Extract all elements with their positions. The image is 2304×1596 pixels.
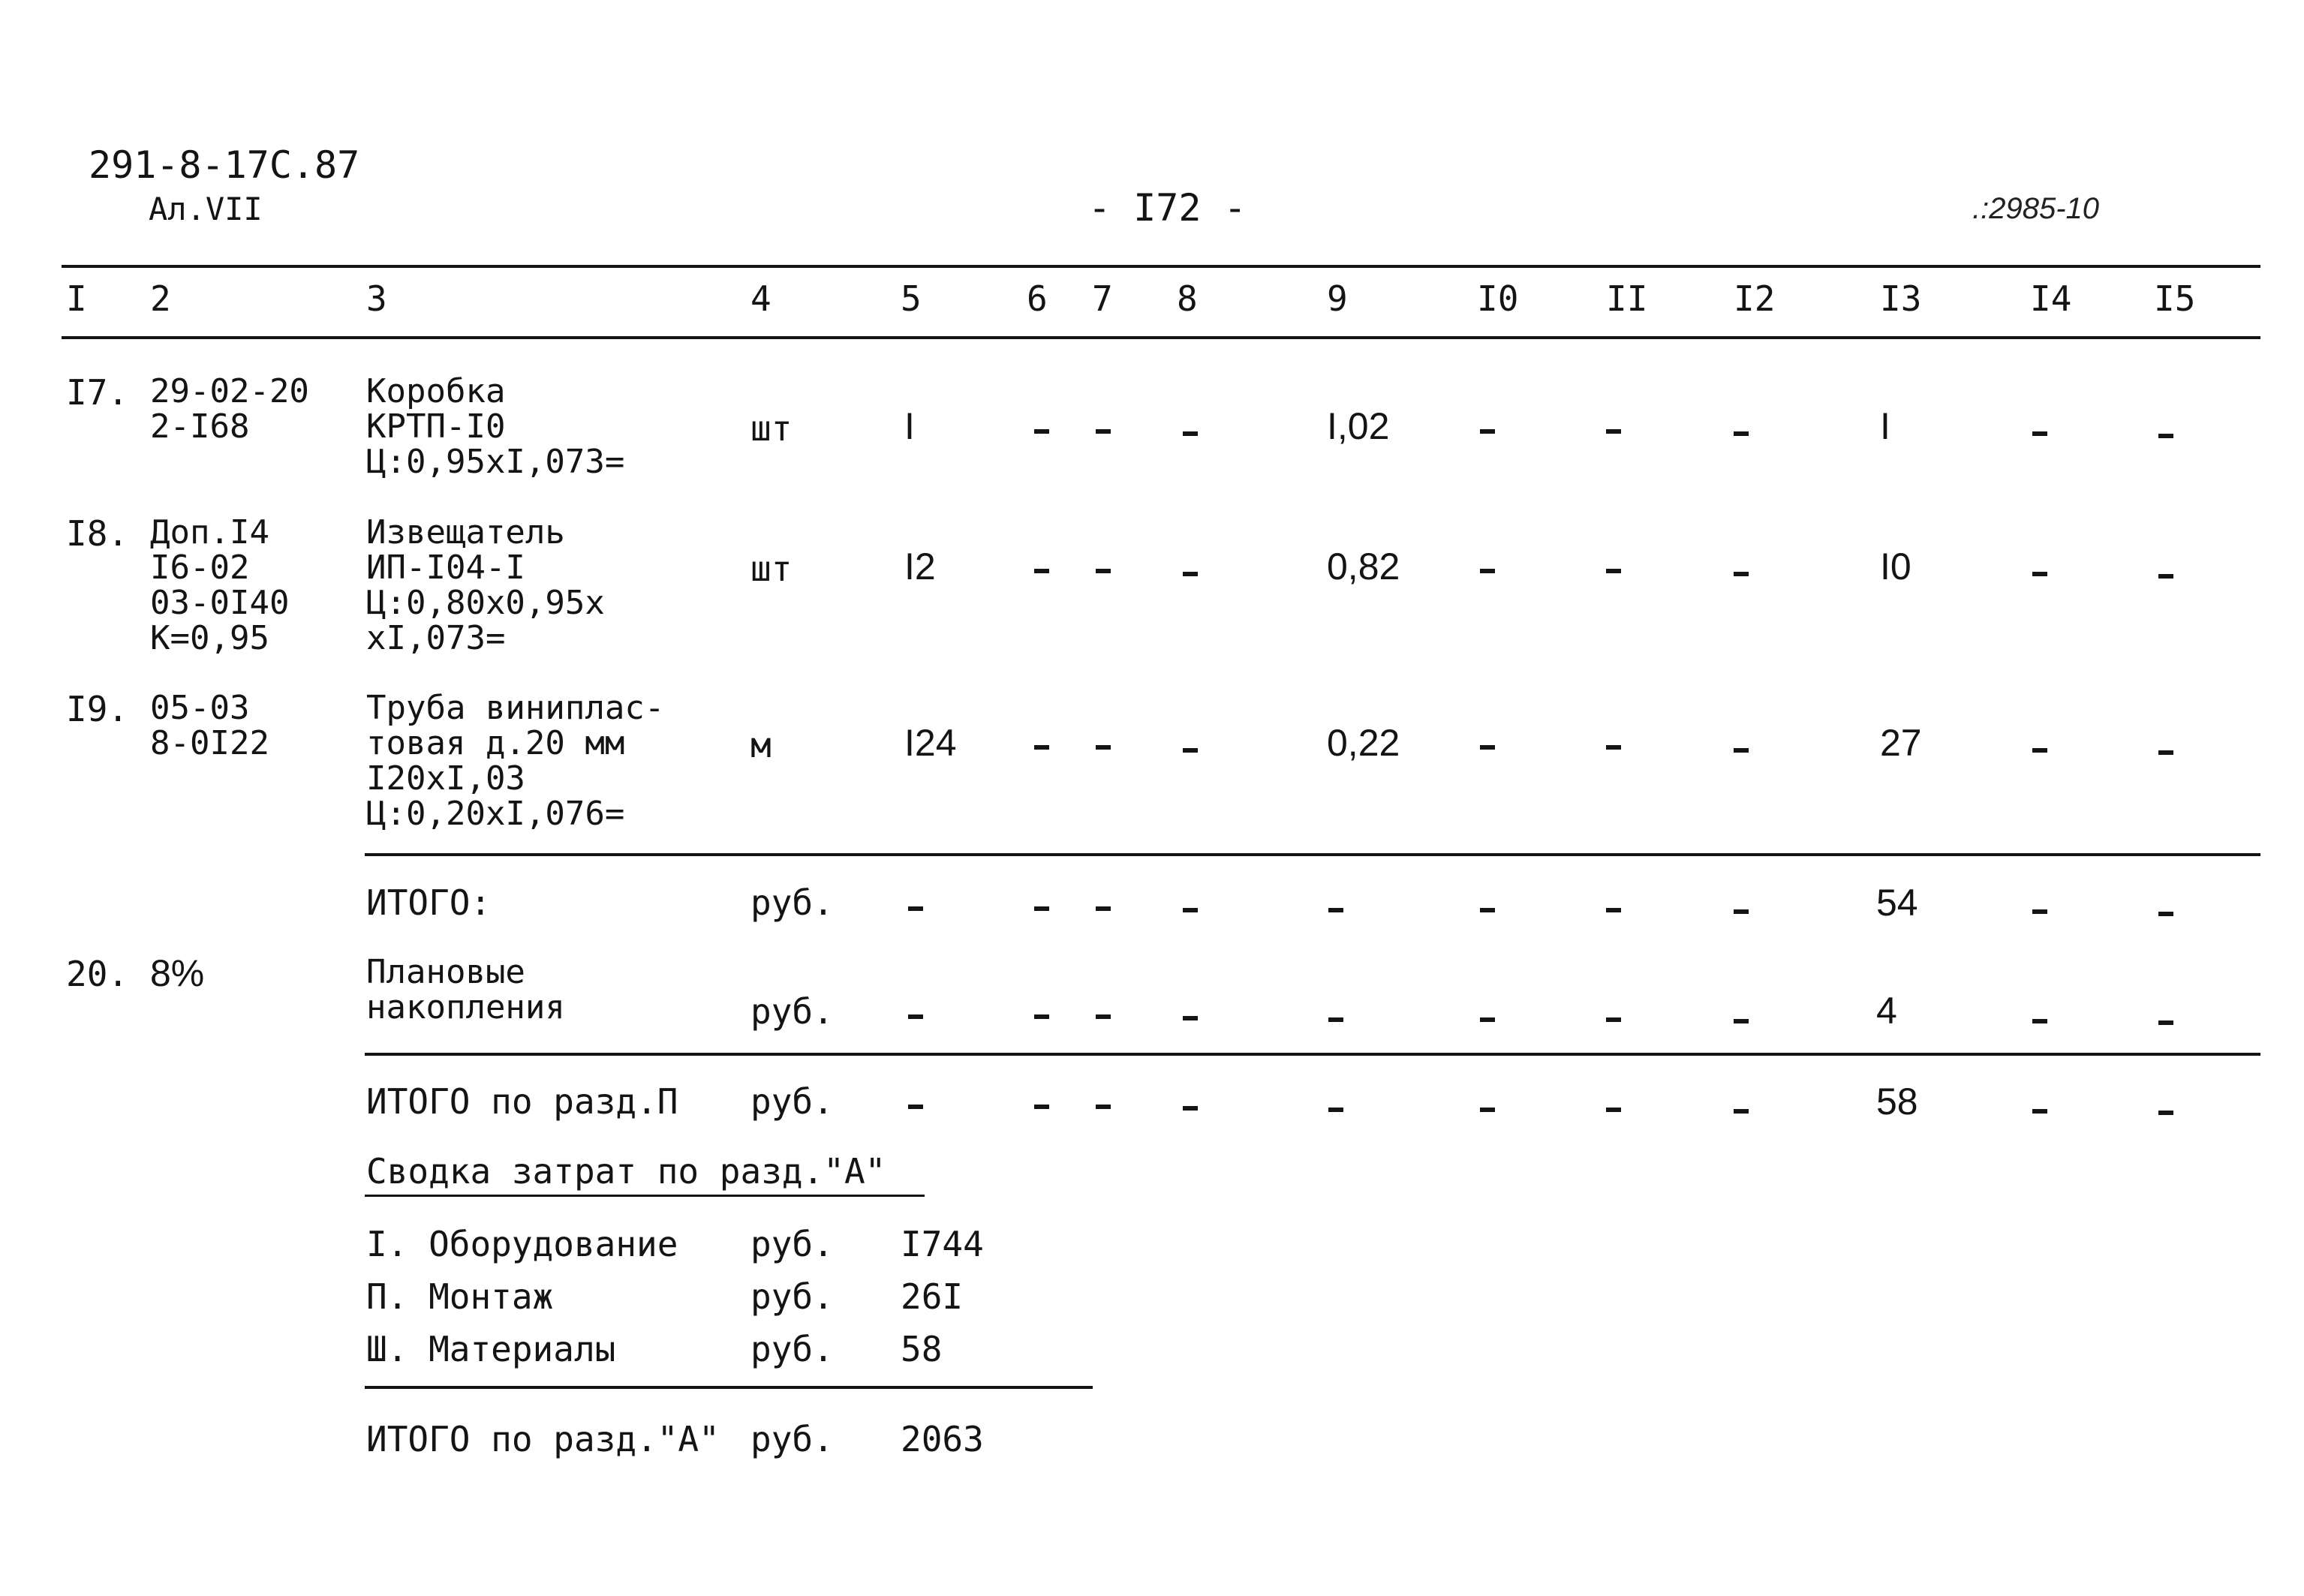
summary-item-value: I744 [901,1224,984,1264]
summary-total-value: 2063 [901,1419,984,1459]
dash-mark [2032,1109,2047,1114]
page-number: - I72 - [1088,186,1247,230]
row-number: I8. [66,513,129,554]
row-col13-value: 27 [1880,722,1922,764]
row-col13-value: I [1880,405,1890,447]
col-header-12: I2 [1734,278,1776,319]
row-unit: шт [750,408,793,449]
summary-item-label: Ш. Материалы [366,1329,616,1369]
dash-mark [1183,431,1198,436]
row-description: Труба виниплас- товая д.20 мм I20хI,03 Ц:0,20хI,076= [366,689,665,833]
summary-item-label: I. Оборудование [366,1224,678,1264]
dash-mark [1606,1108,1621,1112]
dash-mark [1480,429,1495,434]
col-header-5: 5 [901,278,922,319]
summary-title: Сводка затрат по разд."А" [366,1151,886,1192]
dash-mark [1480,1108,1495,1112]
itogo-value: 54 [1876,882,1918,924]
dash-mark [1606,569,1621,573]
row-col13-value: 4 [1876,990,1897,1032]
dash-mark [1328,908,1343,912]
summary-item-unit: руб. [750,1224,834,1264]
dash-mark [1480,1017,1495,1022]
dash-mark [1096,1105,1111,1109]
album-label: Ал.VII [149,191,263,227]
dash-mark [1606,908,1621,912]
row-col9-value: I,02 [1327,405,1390,447]
dash-mark [1183,1016,1198,1020]
dash-mark [1328,1017,1343,1022]
row-col13-value: I0 [1880,546,1911,588]
summary-total-rule [365,1386,1093,1389]
col-header-15: I5 [2154,278,2196,319]
summary-title-underline [365,1195,925,1197]
dash-mark [1034,569,1049,573]
dash-mark [1096,569,1111,573]
row-code: 8% [150,952,205,994]
col-header-8: 8 [1177,278,1198,319]
row-code: 29-02-20 2-I68 [150,372,309,446]
row-col9-value: 0,82 [1327,546,1400,588]
summary-item-value: 26I [901,1276,964,1317]
col-header-4: 4 [750,278,772,319]
dash-mark [908,1014,923,1019]
summary-item-unit: руб. [750,1329,834,1369]
col-header-13: I3 [1880,278,1922,319]
section-total-value: 58 [1876,1081,1918,1123]
dash-mark [2158,750,2173,755]
col-header-11: II [1606,278,1648,319]
dash-mark [2032,909,2047,914]
handwritten-prefix-mark: .: [1972,192,1990,225]
dash-mark [1734,748,1749,753]
dash-mark [1034,906,1049,911]
col-header-9: 9 [1327,278,1348,319]
handwritten-ref: .:2985-10 [1972,192,2100,225]
dash-mark [908,1105,923,1109]
dash-mark [1734,1109,1749,1114]
dash-mark [1034,745,1049,750]
row-code: Доп.I4 I6-02 03-0I40 К=0,95 [150,513,290,657]
dash-mark [1183,572,1198,576]
summary-item-value: 58 [901,1329,943,1369]
dash-mark [1480,569,1495,573]
section-rule [365,1053,2260,1056]
dash-mark [2032,748,2047,753]
col-header-7: 7 [1092,278,1113,319]
dash-mark [1183,748,1198,753]
col-header-6: 6 [1027,278,1048,319]
summary-total-label: ИТОГО по разд."А" [366,1419,720,1459]
row-description: Плановые накопления [366,953,565,1026]
row-number: I7. [66,372,129,413]
dash-mark [2032,1019,2047,1023]
col-header-1: I [66,278,87,319]
summary-total-unit: руб. [750,1419,834,1459]
header-bottom-rule [62,336,2260,339]
row-description: Коробка КРТП-I0 Ц:0,95хI,073= [366,372,625,481]
row-unit: шт [750,549,793,589]
summary-item-unit: руб. [750,1276,834,1317]
dash-mark [1034,429,1049,434]
dash-mark [1034,1105,1049,1109]
dash-mark [1096,906,1111,911]
dash-mark [1096,745,1111,750]
doc-code: 291-8-17С.87 [89,143,360,187]
dash-mark [1183,1106,1198,1111]
dash-mark [1734,431,1749,436]
dash-mark [1734,572,1749,576]
itogo-unit: руб. [750,882,834,923]
dash-mark [1606,745,1621,750]
dash-mark [2158,1111,2173,1115]
row-number: 20. [66,954,129,994]
row-col9-value: 0,22 [1327,722,1400,764]
dash-mark [1096,429,1111,434]
row-code: 05-03 8-0I22 [150,689,269,762]
subtotal-rule [365,853,2260,856]
row-quantity: I2 [904,546,936,588]
dash-mark [1734,909,1749,914]
dash-mark [2158,574,2173,579]
section-total-label: ИТОГО по разд.П [366,1081,678,1122]
row-unit: м [750,725,772,765]
dash-mark [2032,572,2047,576]
dash-mark [2032,431,2047,436]
dash-mark [1606,1017,1621,1022]
col-header-10: I0 [1477,278,1519,319]
row-unit: руб. [750,991,834,1032]
row-quantity: I24 [904,722,957,764]
itogo-label: ИТОГО: [366,882,492,923]
dash-mark [1328,1108,1343,1112]
row-number: I9. [66,689,129,729]
col-header-2: 2 [150,278,171,319]
dash-mark [1734,1019,1749,1023]
header-top-rule [62,265,2260,268]
summary-item-label: П. Монтаж [366,1276,554,1317]
col-header-3: 3 [366,278,387,319]
dash-mark [1480,908,1495,912]
dash-mark [2158,434,2173,438]
section-total-unit: руб. [750,1081,834,1122]
row-quantity: I [904,405,915,447]
dash-mark [1034,1014,1049,1019]
dash-mark [1183,908,1198,912]
row-description: Извещатель ИП-I04-I Ц:0,80х0,95х хI,073= [366,513,605,657]
dash-mark [1096,1014,1111,1019]
dash-mark [1606,429,1621,434]
dash-mark [2158,1020,2173,1025]
col-header-14: I4 [2030,278,2072,319]
dash-mark [908,906,923,911]
dash-mark [2158,912,2173,916]
dash-mark [1480,745,1495,750]
